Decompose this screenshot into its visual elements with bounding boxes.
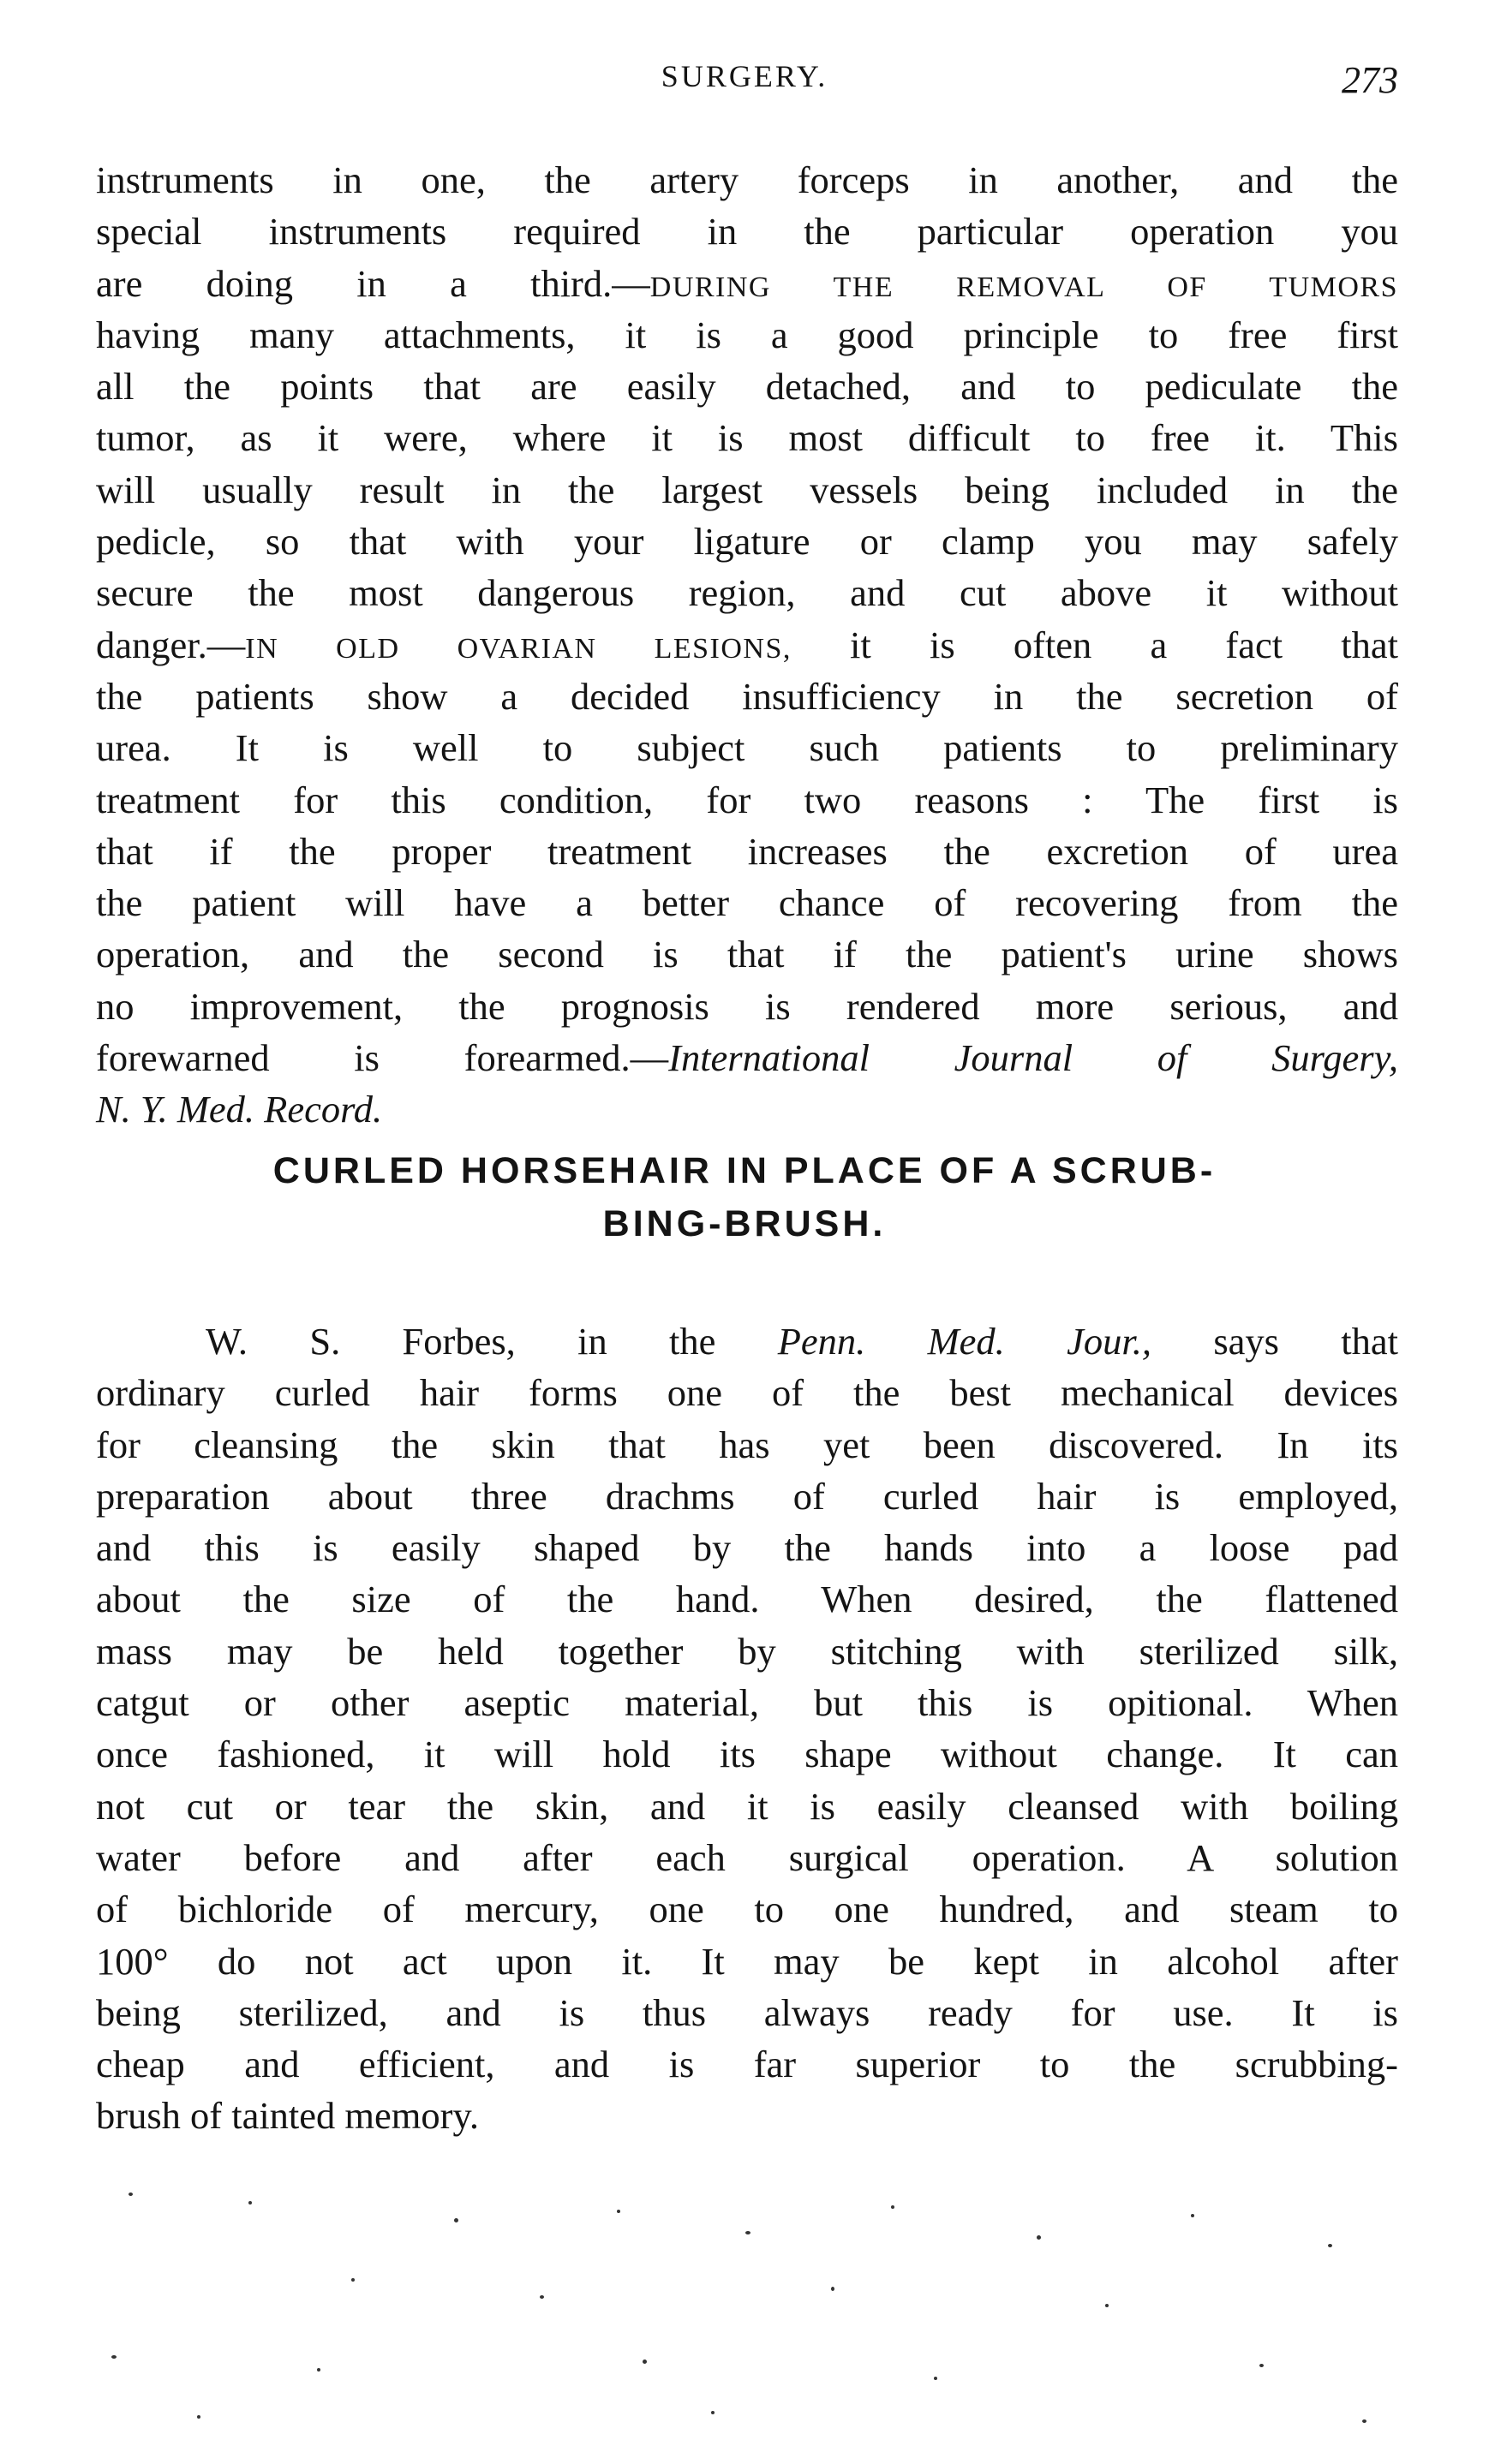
journal-italic: Penn. Med. Jour.,: [777, 1320, 1152, 1363]
ink-speck: [745, 2231, 750, 2234]
ink-speck: [934, 2377, 937, 2380]
text-run: danger.—: [96, 623, 246, 666]
ink-speck: [617, 2210, 620, 2213]
ink-speck: [1037, 2235, 1041, 2240]
text-line: for cleansing the skin that has yet been discovered. In its: [96, 1423, 1398, 1466]
ink-speck: [454, 2218, 458, 2222]
text-run: it is often a fact that: [791, 623, 1398, 666]
ink-speck: [1191, 2214, 1194, 2217]
upper-paragraph: [96, 154, 1398, 1136]
text-line: and this is easily shaped by the hands into a loose pad: [96, 1526, 1398, 1570]
text-line: about the size of the hand. When desired, the flattened: [96, 1578, 1398, 1621]
ink-speck: [1328, 2244, 1332, 2247]
text-line: will usually result in the largest vessels being included in the: [96, 468, 1398, 511]
ink-speck: [831, 2287, 834, 2291]
text-line: that if the proper treatment increases the excretion of urea: [96, 829, 1398, 873]
running-head: [0, 58, 1489, 110]
text-line: urea. It is well to subject such patients to preliminary: [96, 726, 1398, 770]
ink-speck: [643, 2360, 647, 2364]
ink-speck: [891, 2205, 894, 2209]
ink-speck: [1259, 2364, 1264, 2367]
text-line: being sterilized, and is thus always ready for use. It is: [96, 1990, 1398, 2034]
text-line: tumor, as it were, where it is most difficult to free it. This: [96, 416, 1398, 460]
article-heading: [0, 1144, 1489, 1250]
ink-speck: [540, 2295, 544, 2299]
text-line: [96, 1083, 1398, 1135]
ink-speck: [248, 2201, 252, 2204]
text-line: [96, 619, 1398, 671]
text-line: not cut or tear the skin, and it is easily cleansed with boiling: [96, 1784, 1398, 1828]
running-title: SURGERY.: [661, 59, 828, 93]
text-line: instruments in one, the artery forceps in another, and the: [96, 158, 1398, 201]
text-line: [96, 258, 1398, 309]
text-line: water before and after each surgical operation. A solution: [96, 1835, 1398, 1879]
text-line: cheap and efficient, and is far superior to the scrubbing-: [96, 2043, 1398, 2086]
text-line: preparation about three drachms of curled hair is employed,: [96, 1474, 1398, 1518]
ink-speck: [1362, 2419, 1366, 2423]
text-line: special instruments required in the particular operation you: [96, 210, 1398, 254]
text-line: [96, 1316, 1398, 1367]
text-run: are doing in a third.—: [96, 261, 650, 305]
citation-italic: N. Y. Med. Record.: [96, 1088, 383, 1131]
small-caps-subhead: DURING THE REMOVAL OF TUMORS: [649, 271, 1398, 303]
small-caps-subhead: IN OLD OVARIAN LESIONS,: [245, 632, 792, 665]
ink-speck: [129, 2193, 133, 2196]
ink-speck: [711, 2411, 715, 2414]
text-line: all the points that are easily detached, and to pediculate the: [96, 365, 1398, 409]
text-line: operation, and the second is that if the patient's urine shows: [96, 933, 1398, 976]
text-line: [96, 1032, 1398, 1083]
text-line: catgut or other aseptic material, but this is opitional. When: [96, 1681, 1398, 1725]
page-number: 273: [1342, 59, 1398, 101]
text-run: W. S. Forbes, in the: [206, 1320, 778, 1363]
ink-speck: [351, 2278, 355, 2282]
text-line: mass may be held together by stitching with sterilized silk,: [96, 1629, 1398, 1673]
text-line: secure the most dangerous region, and cut above it without: [96, 571, 1398, 615]
ink-speck: [1105, 2304, 1109, 2307]
text-line: ordinary curled hair forms one of the best mechanical devices: [96, 1371, 1398, 1415]
text-line: the patients show a decided insufficiency in the secretion of: [96, 674, 1398, 718]
text-line: pedicle, so that with your ligature or clamp you may safely: [96, 520, 1398, 564]
citation-italic: International Journal of Surgery,: [668, 1036, 1398, 1080]
text-run: says that: [1151, 1320, 1399, 1363]
text-line: 100° do not act upon it. It may be kept in alcohol after: [96, 1939, 1398, 1983]
text-line: once fashioned, it will hold its shape without change. It can: [96, 1733, 1398, 1776]
text-line: having many attachments, it is a good principle to free first: [96, 313, 1398, 356]
text-line: the patient will have a better chance of recovering from the: [96, 881, 1398, 925]
ink-speck: [111, 2355, 117, 2359]
text-run: forewarned is forearmed.—: [96, 1036, 669, 1080]
text-line: of bichloride of mercury, one to one hundred, and steam to: [96, 1888, 1398, 1931]
lower-paragraph: [96, 1316, 1398, 2142]
ink-speck: [197, 2415, 200, 2419]
ink-speck: [317, 2368, 320, 2372]
text-line: brush of tainted memory.: [96, 2094, 479, 2138]
heading-line: BING-BRUSH.: [602, 1203, 887, 1244]
text-line: treatment for this condition, for two reasons : The first is: [96, 778, 1398, 821]
print-show-through-specks: [94, 2184, 1396, 2441]
heading-line: CURLED HORSEHAIR IN PLACE OF A SCRUB-: [272, 1150, 1217, 1191]
text-line: no improvement, the prognosis is rendered more serious, and: [96, 984, 1398, 1028]
